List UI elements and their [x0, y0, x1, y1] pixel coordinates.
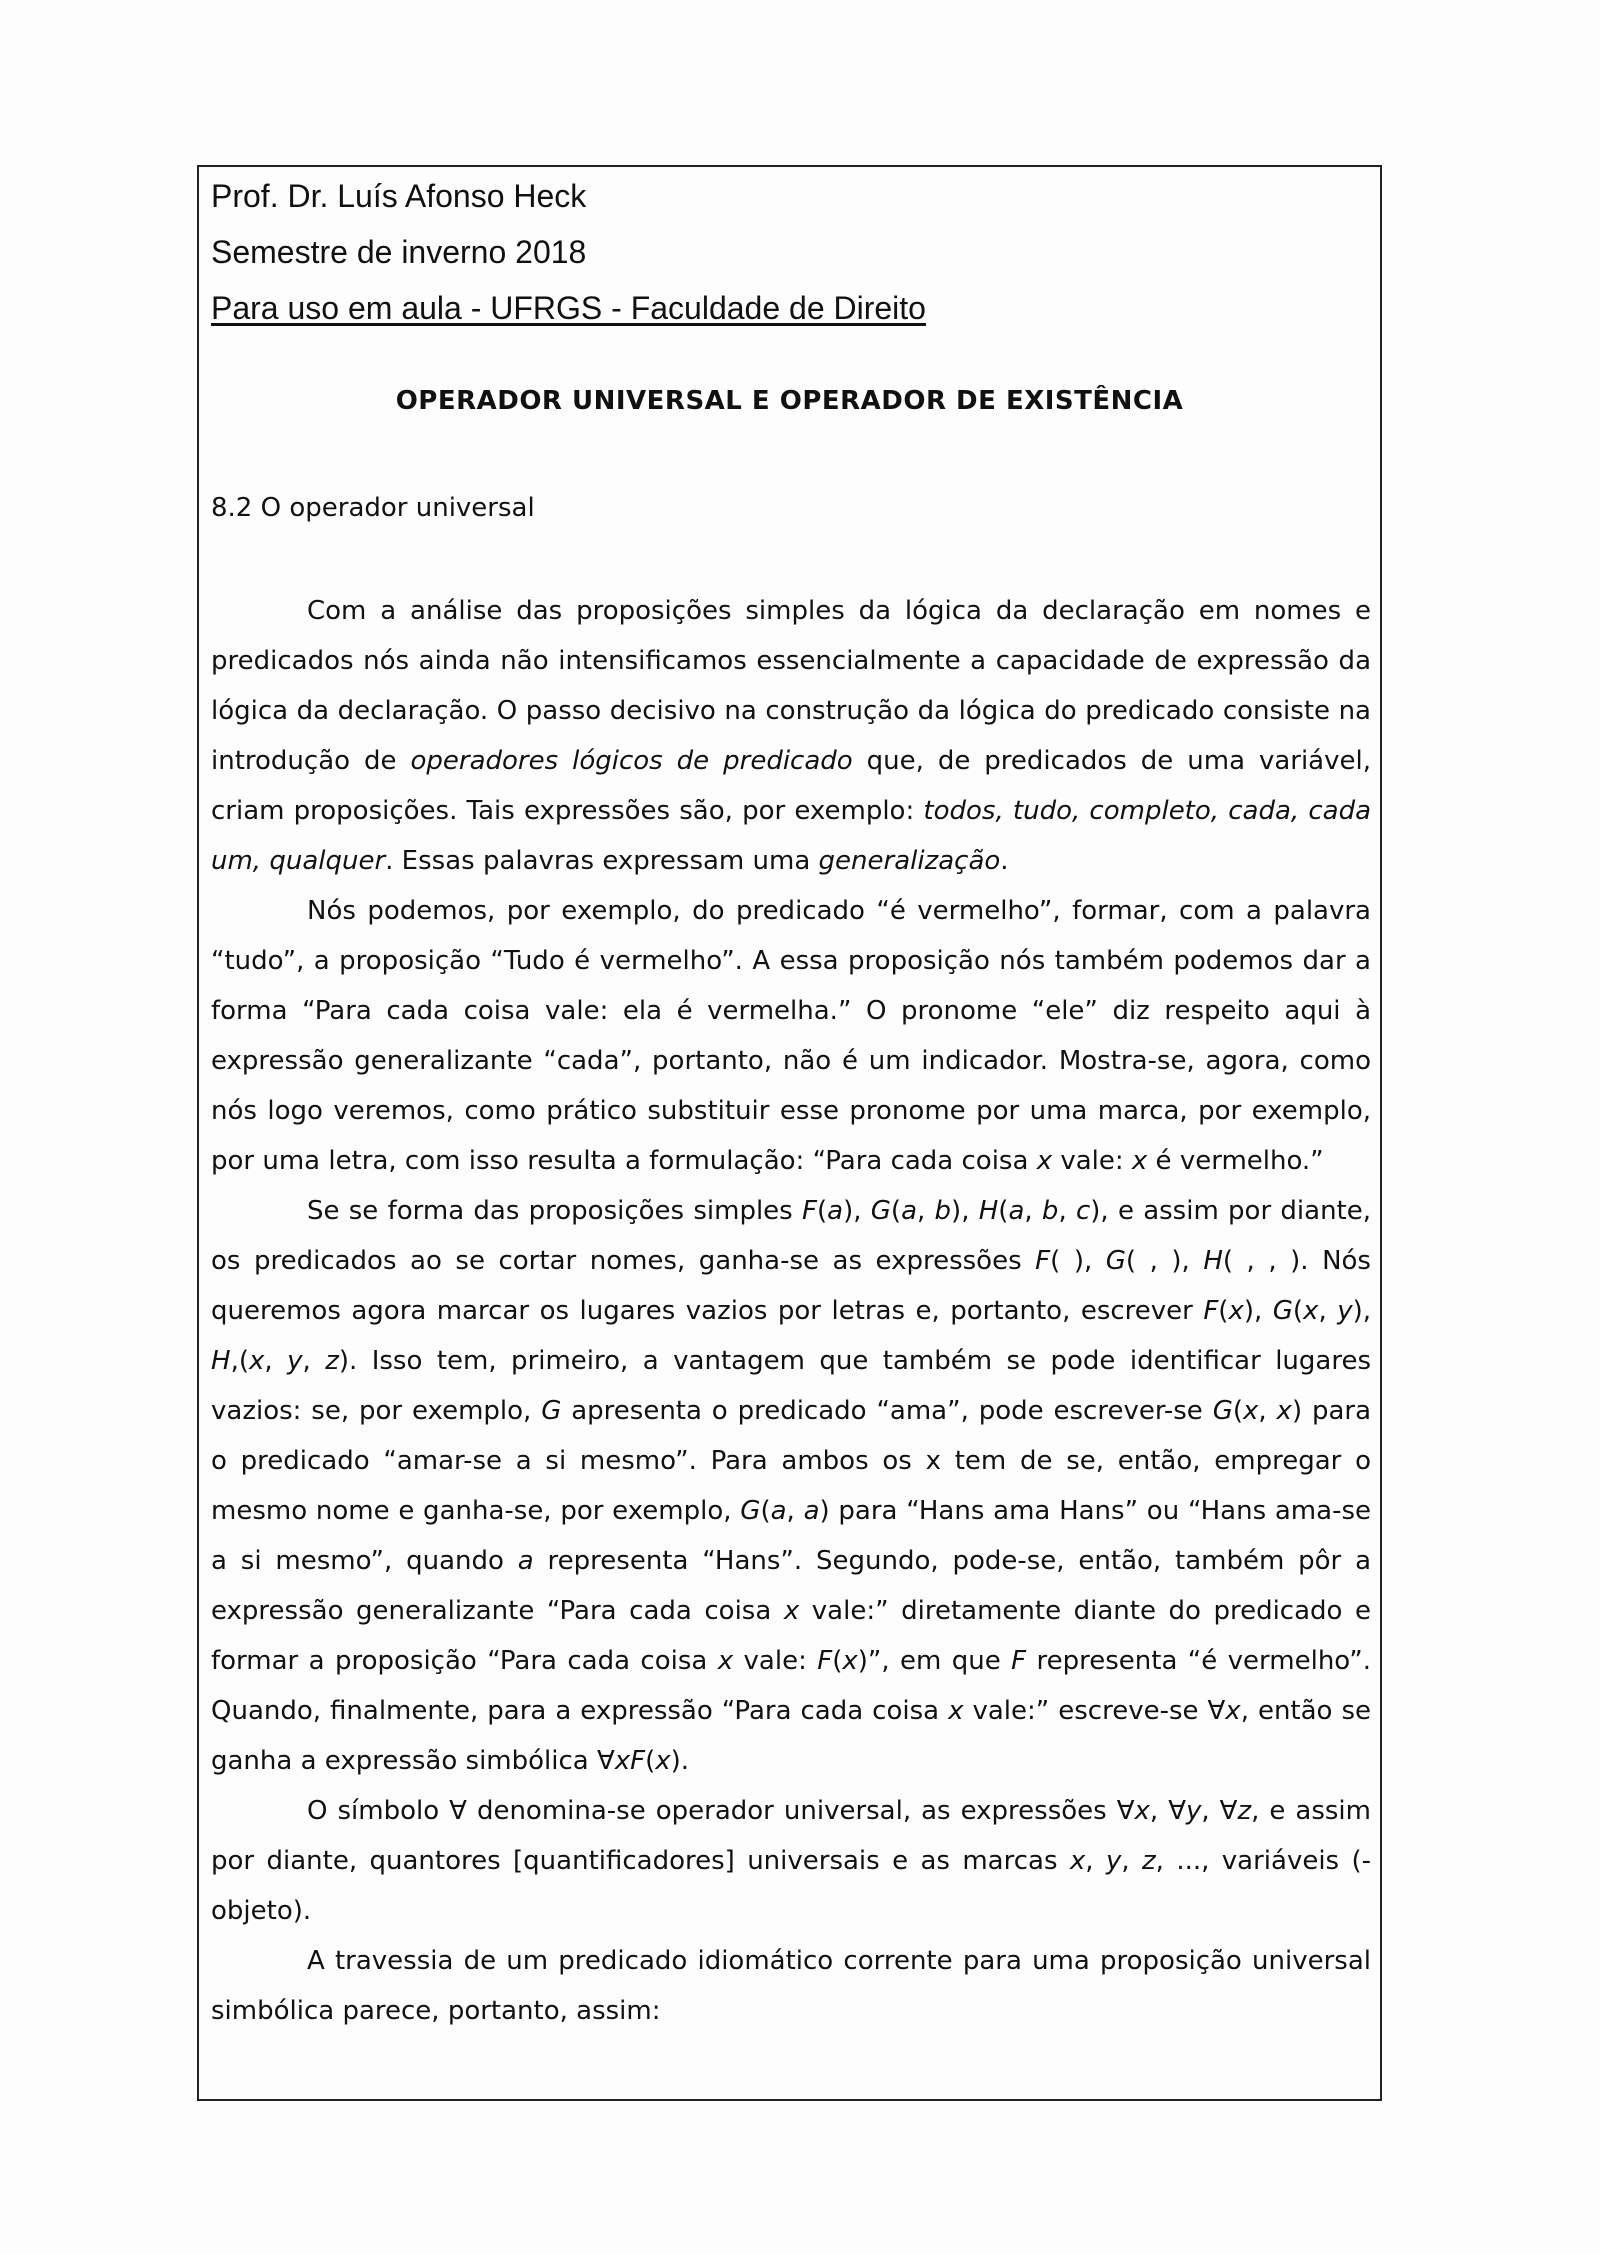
text-run: ), e assim por diante, os predicados ao se cortar nomes, ganha-se as expressões: [211, 1196, 1371, 1276]
italic-run: x: [1069, 1846, 1086, 1876]
italic-run: x: [1036, 1146, 1053, 1176]
italic-run: a: [827, 1196, 844, 1226]
semester-line: Semestre de inverno 2018: [211, 234, 587, 270]
italic-run: operadores lógicos de predicado: [410, 746, 853, 776]
text-run: ) para o predicado “amar-se a si mesmo”. Para ambos os x tem de se, então, empregar o mesmo nome e ganha-se, por exemplo,: [211, 1396, 1372, 1526]
text-run: , ..., variáveis (-objeto).: [211, 1846, 1372, 1926]
italic-run: xF: [614, 1746, 646, 1776]
body-text: [211, 586, 1371, 2036]
text-run: que, de predicados de uma variável, criam proposições. Tais expressões são, por exemplo:: [211, 746, 1371, 826]
text-run: , ∀: [1149, 1796, 1186, 1826]
italic-run: G: [1105, 1246, 1126, 1276]
text-run: vale:” diretamente diante do predicado e formar a proposição “Para cada coisa: [211, 1596, 1371, 1676]
text-run: representa “é vermelho”. Quando, finalmente, para a expressão “Para cada coisa: [211, 1646, 1372, 1726]
text-run: ,: [1258, 1396, 1277, 1426]
text-run: ). Isso tem, primeiro, a vantagem que também se pode identificar lugares vazios: se, por exemplo,: [211, 1346, 1372, 1426]
text-run: .: [1000, 846, 1009, 876]
italic-run: F: [802, 1196, 817, 1226]
paragraph: [211, 1936, 1371, 2036]
italic-run: x: [655, 1746, 671, 1776]
italic-run: F: [1011, 1646, 1027, 1676]
text-run: ,: [1121, 1846, 1143, 1876]
italic-run: x: [1303, 1296, 1319, 1326]
text-run: ,: [1085, 1846, 1106, 1876]
text-run: ) para “Hans ama Hans” ou “Hans ama-se a si mesmo”, quando: [211, 1496, 1371, 1576]
italic-run: F: [817, 1646, 833, 1676]
text-run: (: [645, 1746, 656, 1776]
text-run: ,: [1058, 1196, 1076, 1226]
text-run: é vermelho.”: [1147, 1146, 1324, 1176]
text-run: ),: [1243, 1296, 1273, 1326]
text-run: vale:” escreve-se ∀: [963, 1696, 1226, 1726]
italic-run: G: [870, 1196, 891, 1226]
section-heading: 8.2 O operador universal: [211, 493, 535, 523]
text-run: ),: [843, 1196, 871, 1226]
italic-run: x: [248, 1346, 265, 1376]
italic-run: x: [1276, 1396, 1292, 1426]
italic-run: y: [1185, 1796, 1202, 1826]
italic-run: x: [1131, 1146, 1148, 1176]
text-run: . Essas palavras expressam uma: [385, 846, 819, 876]
usage-line: Para uso em aula - UFRGS - Faculdade de Direito: [211, 290, 926, 326]
italic-run: a: [770, 1496, 787, 1526]
paragraph: [211, 586, 1371, 886]
text-run: ( ),: [1050, 1246, 1106, 1276]
italic-run: x: [717, 1646, 734, 1676]
italic-run: x: [948, 1696, 964, 1726]
italic-run: b: [934, 1196, 952, 1226]
text-run: ).: [670, 1746, 690, 1776]
text-run: )”, em que: [857, 1646, 1012, 1676]
text-run: ( , ),: [1125, 1246, 1204, 1276]
text-run: (: [890, 1196, 902, 1226]
text-run: , ∀: [1201, 1796, 1238, 1826]
text-run: O símbolo ∀ denomina-se operador universal, as expressões ∀: [307, 1796, 1135, 1826]
italic-run: y: [1105, 1846, 1122, 1876]
text-run: vale:: [733, 1646, 818, 1676]
text-run: , e assim por diante, quantores [quantificadores] universais e as marcas: [211, 1796, 1371, 1876]
italic-run: G: [1212, 1396, 1233, 1426]
text-run: ,: [302, 1346, 326, 1376]
text-run: (: [1232, 1396, 1243, 1426]
italic-run: generalização: [818, 846, 1001, 876]
italic-run: F: [1203, 1296, 1219, 1326]
italic-run: a: [803, 1496, 820, 1526]
author-line: Prof. Dr. Luís Afonso Heck: [211, 178, 587, 214]
text-run: (: [816, 1196, 828, 1226]
italic-run: z: [325, 1346, 339, 1376]
italic-run: x: [1225, 1696, 1241, 1726]
italic-run: z: [1142, 1846, 1156, 1876]
italic-run: z: [1237, 1796, 1252, 1826]
text-run: (: [1218, 1296, 1229, 1326]
page-title: OPERADOR UNIVERSAL E OPERADOR DE EXISTÊNCIA: [395, 386, 1184, 416]
italic-run: G: [541, 1396, 562, 1426]
italic-run: c: [1075, 1196, 1091, 1226]
italic-run: G: [1272, 1296, 1293, 1326]
text-run: vale:: [1052, 1146, 1132, 1176]
text-run: (: [760, 1496, 771, 1526]
italic-run: a: [1008, 1196, 1025, 1226]
text-run: , então se ganha a expressão simbólica ∀: [211, 1696, 1372, 1776]
paragraph: [211, 1186, 1371, 1786]
italic-run: G: [740, 1496, 761, 1526]
text-run: ,(: [230, 1346, 249, 1376]
text-run: ),: [1352, 1296, 1371, 1326]
italic-run: y: [1337, 1296, 1353, 1326]
text-run: ( , , ). Nós queremos agora marcar os lugares vazios por letras e, portanto, escrever: [211, 1246, 1371, 1326]
italic-run: H: [211, 1346, 231, 1376]
document-header: [211, 168, 926, 336]
text-run: (: [998, 1196, 1009, 1226]
text-run: (: [1292, 1296, 1304, 1326]
italic-run: H: [978, 1196, 999, 1226]
text-run: Nós podemos, por exemplo, do predicado “é vermelho”, formar, com a palavra “tudo”, a proposição “Tudo é vermelho”. A essa proposição nós também podemos dar a forma “Para cada coisa vale: ela é vermelha.” O pronome “ele” diz respeito aqui à expressão generalizante “cada”, portanto, não é um indicador. Mostra-se, agora, como nós logo veremos, como prático substituir esse pronome por uma marca, por exemplo, por uma letra, com isso resulta a formulação: “Para cada coisa: [211, 896, 1371, 1176]
italic-run: x: [1243, 1396, 1259, 1426]
italic-run: x: [842, 1646, 858, 1676]
paragraph: [211, 1786, 1371, 1936]
italic-run: x: [1134, 1796, 1150, 1826]
text-run: (: [832, 1646, 843, 1676]
italic-run: F: [1035, 1246, 1051, 1276]
italic-run: todos, tudo, completo, cada, cada um, qualquer: [211, 796, 1372, 876]
italic-run: x: [1228, 1296, 1244, 1326]
text-run: A travessia de um predicado idiomático corrente para uma proposição universal simbólica parece, portanto, assim:: [211, 1946, 1371, 2026]
italic-run: x: [783, 1596, 800, 1626]
italic-run: a: [901, 1196, 917, 1226]
text-run: Se se forma das proposições simples: [307, 1196, 802, 1226]
text-run: apresenta o predicado “ama”, pode escrever-se: [561, 1396, 1213, 1426]
text-run: Com a análise das proposições simples da lógica da declaração em nomes e predicados nós ainda não intensificamos essencialmente a capacidade de expressão da lógica da declaração. O passo decisivo na construção da lógica do predicado consiste na introdução de: [211, 596, 1371, 776]
text-run: ,: [1024, 1196, 1042, 1226]
italic-run: b: [1041, 1196, 1059, 1226]
text-run: ,: [786, 1496, 804, 1526]
text-run: ),: [951, 1196, 979, 1226]
text-run: ,: [1318, 1296, 1338, 1326]
text-run: representa “Hans”. Segundo, pode-se, então, também pôr a expressão generalizante “Para cada coisa: [211, 1546, 1371, 1626]
italic-run: a: [517, 1546, 534, 1576]
text-run: ,: [264, 1346, 288, 1376]
italic-run: y: [287, 1346, 303, 1376]
text-run: ,: [917, 1196, 935, 1226]
paragraph: [211, 886, 1371, 1186]
italic-run: H: [1203, 1246, 1223, 1276]
